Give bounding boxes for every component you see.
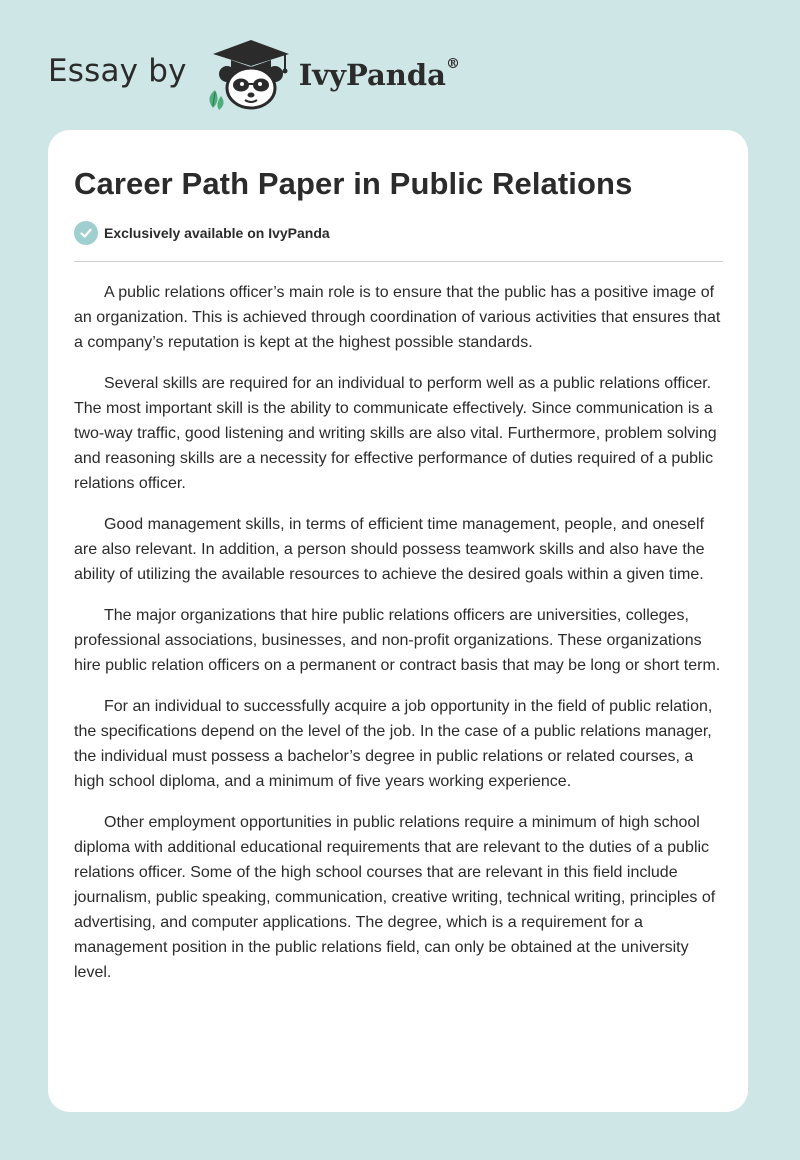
brand-name[interactable] — [299, 58, 460, 92]
paragraph: For an individual to successfully acquire a job opportunity in the field of public relation, the specifications depend on the level of the job. In the case of a public relations manager, the individual must possess a bachelor’s degree in public relations or related courses, a high school diploma, and a minimum of five years working experience. — [74, 698, 713, 790]
exclusive-badge-label: Exclusively available on IvyPanda — [104, 225, 330, 241]
site-header — [48, 34, 460, 112]
registered-mark: ® — [445, 56, 460, 72]
exclusive-badge — [74, 221, 330, 245]
page-title: Career Path Paper in Public Relations — [74, 166, 633, 201]
divider — [74, 261, 723, 262]
essay-by-label: Essay by — [48, 53, 187, 89]
essay-card — [48, 130, 748, 1112]
brand-name-text: IvyPanda — [298, 58, 446, 92]
paragraph: The major organizations that hire public relations officers are universities, colleges, professional associations, businesses, and non-profit organizations. These organizations hire public relation officers on a permanent or contract basis that may be long or short term. — [74, 607, 721, 674]
paragraph: Good management skills, in terms of efficient time management, people, and oneself are also relevant. In addition, a person should possess teamwork skills and also have the ability of utilizing the available resources to achieve the desired goals within a given time. — [74, 516, 705, 583]
paragraph: A public relations officer’s main role is to ensure that the public has a positive image of an organization. This is achieved through coordination of various activities that ensures that a company’s reputation is kept at the highest possible standards. — [74, 284, 721, 351]
paragraph: Other employment opportunities in public relations require a minimum of high school diploma with additional educational requirements that are relevant to the duties of a public relations officer. Some of the high school courses that are relevant in this field include journalism, public speaking, communication, creative writing, technical writing, principles of advertising, and computer applications. The degree, which is a requirement for a management position in the public relations field, can only be obtained at the university level. — [74, 814, 716, 981]
paragraph: Several skills are required for an individual to perform well as a public relations officer. The most important skill is the ability to communicate effectively. Since communication is a two-way traffic, good listening and writing skills are also vital. Furthermore, problem solving and reasoning skills are a necessity for effective performance of duties required of a public relations officer. — [74, 375, 717, 492]
essay-body — [74, 280, 726, 1001]
check-icon — [74, 221, 98, 245]
panda-graduate-logo-icon[interactable] — [201, 34, 297, 112]
